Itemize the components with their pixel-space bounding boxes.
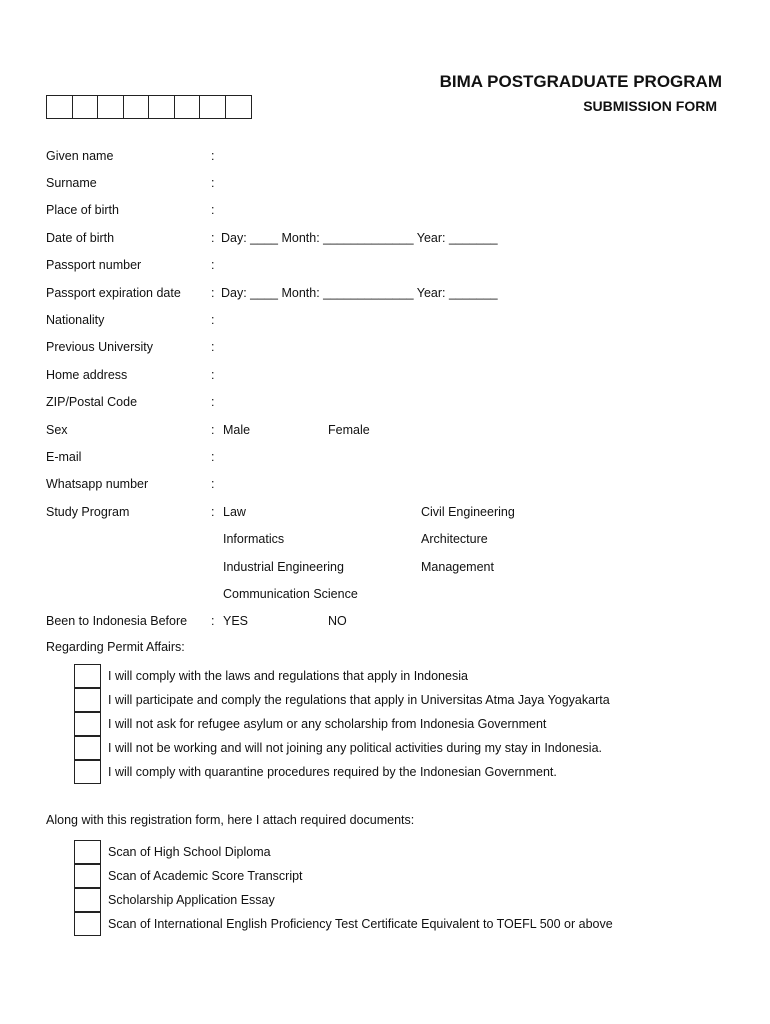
document-checkbox[interactable] [74,888,101,912]
program-option-architecture[interactable]: Architecture [421,532,488,546]
field-colon: : [211,203,215,217]
field-label: Sex [46,423,68,437]
field-label: Surname [46,176,97,190]
field-colon: : [211,395,215,409]
id-box[interactable] [175,96,201,118]
permit-item [74,760,557,784]
id-box[interactable] [98,96,124,118]
field-colon: : [211,231,215,245]
field-colon: : [211,368,215,382]
permit-section-title: Regarding Permit Affairs: [46,640,185,654]
field-label: Study Program [46,505,130,519]
field-colon: : [211,286,215,300]
field-label: Previous University [46,340,153,354]
field-label: Date of birth [46,231,115,245]
field-colon: : [211,505,215,519]
field-label: Given name [46,149,114,163]
documents-section-title: Along with this registration form, here I attach required documents: [46,813,415,827]
field-colon: : [211,176,215,190]
document-item-text: Scan of High School Diploma [108,845,271,859]
field-label: Passport number [46,258,142,272]
document-item [74,888,275,912]
permit-item [74,736,602,760]
permit-checkbox[interactable] [74,760,101,784]
program-option-law[interactable]: Law [223,505,246,519]
document-item [74,912,613,936]
program-option-communication-science[interactable]: Communication Science [223,587,358,601]
field-colon: : [211,340,215,354]
field-colon: : [211,149,215,163]
permit-item [74,688,610,712]
registration-number-boxes [46,95,252,119]
date-blanks[interactable]: Day: ____ Month: _____________ Year: _______ [221,286,498,300]
sex-option-female[interactable]: Female [328,423,370,437]
field-label: Been to Indonesia Before [46,614,188,628]
document-item-text: Scholarship Application Essay [108,893,275,907]
field-label: E-mail [46,450,82,464]
permit-checkbox[interactable] [74,712,101,736]
sex-option-male[interactable]: Male [223,423,251,437]
program-option-informatics[interactable]: Informatics [223,532,285,546]
id-box[interactable] [73,96,99,118]
permit-checkbox[interactable] [74,664,101,688]
indonesia-option-yes[interactable]: YES [223,614,249,628]
field-colon: : [211,614,215,628]
field-colon: : [211,477,215,491]
field-label: Whatsapp number [46,477,149,491]
permit-item-text: I will not be working and will not joining any political activities during my stay in Indonesia. [108,741,603,755]
form-title: BIMA POSTGRADUATE PROGRAM [439,72,722,91]
document-item-text: Scan of International English Proficiency Test Certificate Equivalent to TOEFL 500 or above [108,917,613,931]
field-colon: : [211,313,215,327]
field-colon: : [211,450,215,464]
document-item-text: Scan of Academic Score Transcript [108,869,303,883]
field-label: Place of birth [46,203,119,217]
document-checkbox[interactable] [74,840,101,864]
id-box[interactable] [226,96,252,118]
permit-item-text: I will not ask for refugee asylum or any scholarship from Indonesia Government [108,717,547,731]
id-box[interactable] [149,96,175,118]
permit-checkbox[interactable] [74,736,101,760]
date-blanks[interactable]: Day: ____ Month: _____________ Year: _______ [221,231,498,245]
permit-item-text: I will comply with quarantine procedures required by the Indonesian Government. [108,765,557,779]
field-colon: : [211,258,215,272]
document-checkbox[interactable] [74,912,101,936]
program-option-civil-engineering[interactable]: Civil Engineering [421,505,515,519]
program-option-management[interactable]: Management [421,560,494,574]
form-subtitle: SUBMISSION FORM [583,98,717,114]
permit-checkbox[interactable] [74,688,101,712]
id-box[interactable] [124,96,150,118]
field-label: Home address [46,368,128,382]
id-box[interactable] [47,96,73,118]
field-label: Nationality [46,313,105,327]
field-label: Passport expiration date [46,286,181,300]
indonesia-option-no[interactable]: NO [328,614,347,628]
program-option-industrial-engineering[interactable]: Industrial Engineering [223,560,344,574]
document-checkbox[interactable] [74,864,101,888]
document-item [74,864,303,888]
permit-item [74,664,468,688]
field-label: ZIP/Postal Code [46,395,138,409]
permit-item-text: I will participate and comply the regulations that apply in Universitas Atma Jaya Yogyakarta [108,693,610,707]
field-colon: : [211,423,215,437]
permit-item-text: I will comply with the laws and regulations that apply in Indonesia [108,669,468,683]
permit-item [74,712,546,736]
id-box[interactable] [200,96,226,118]
document-item [74,840,271,864]
